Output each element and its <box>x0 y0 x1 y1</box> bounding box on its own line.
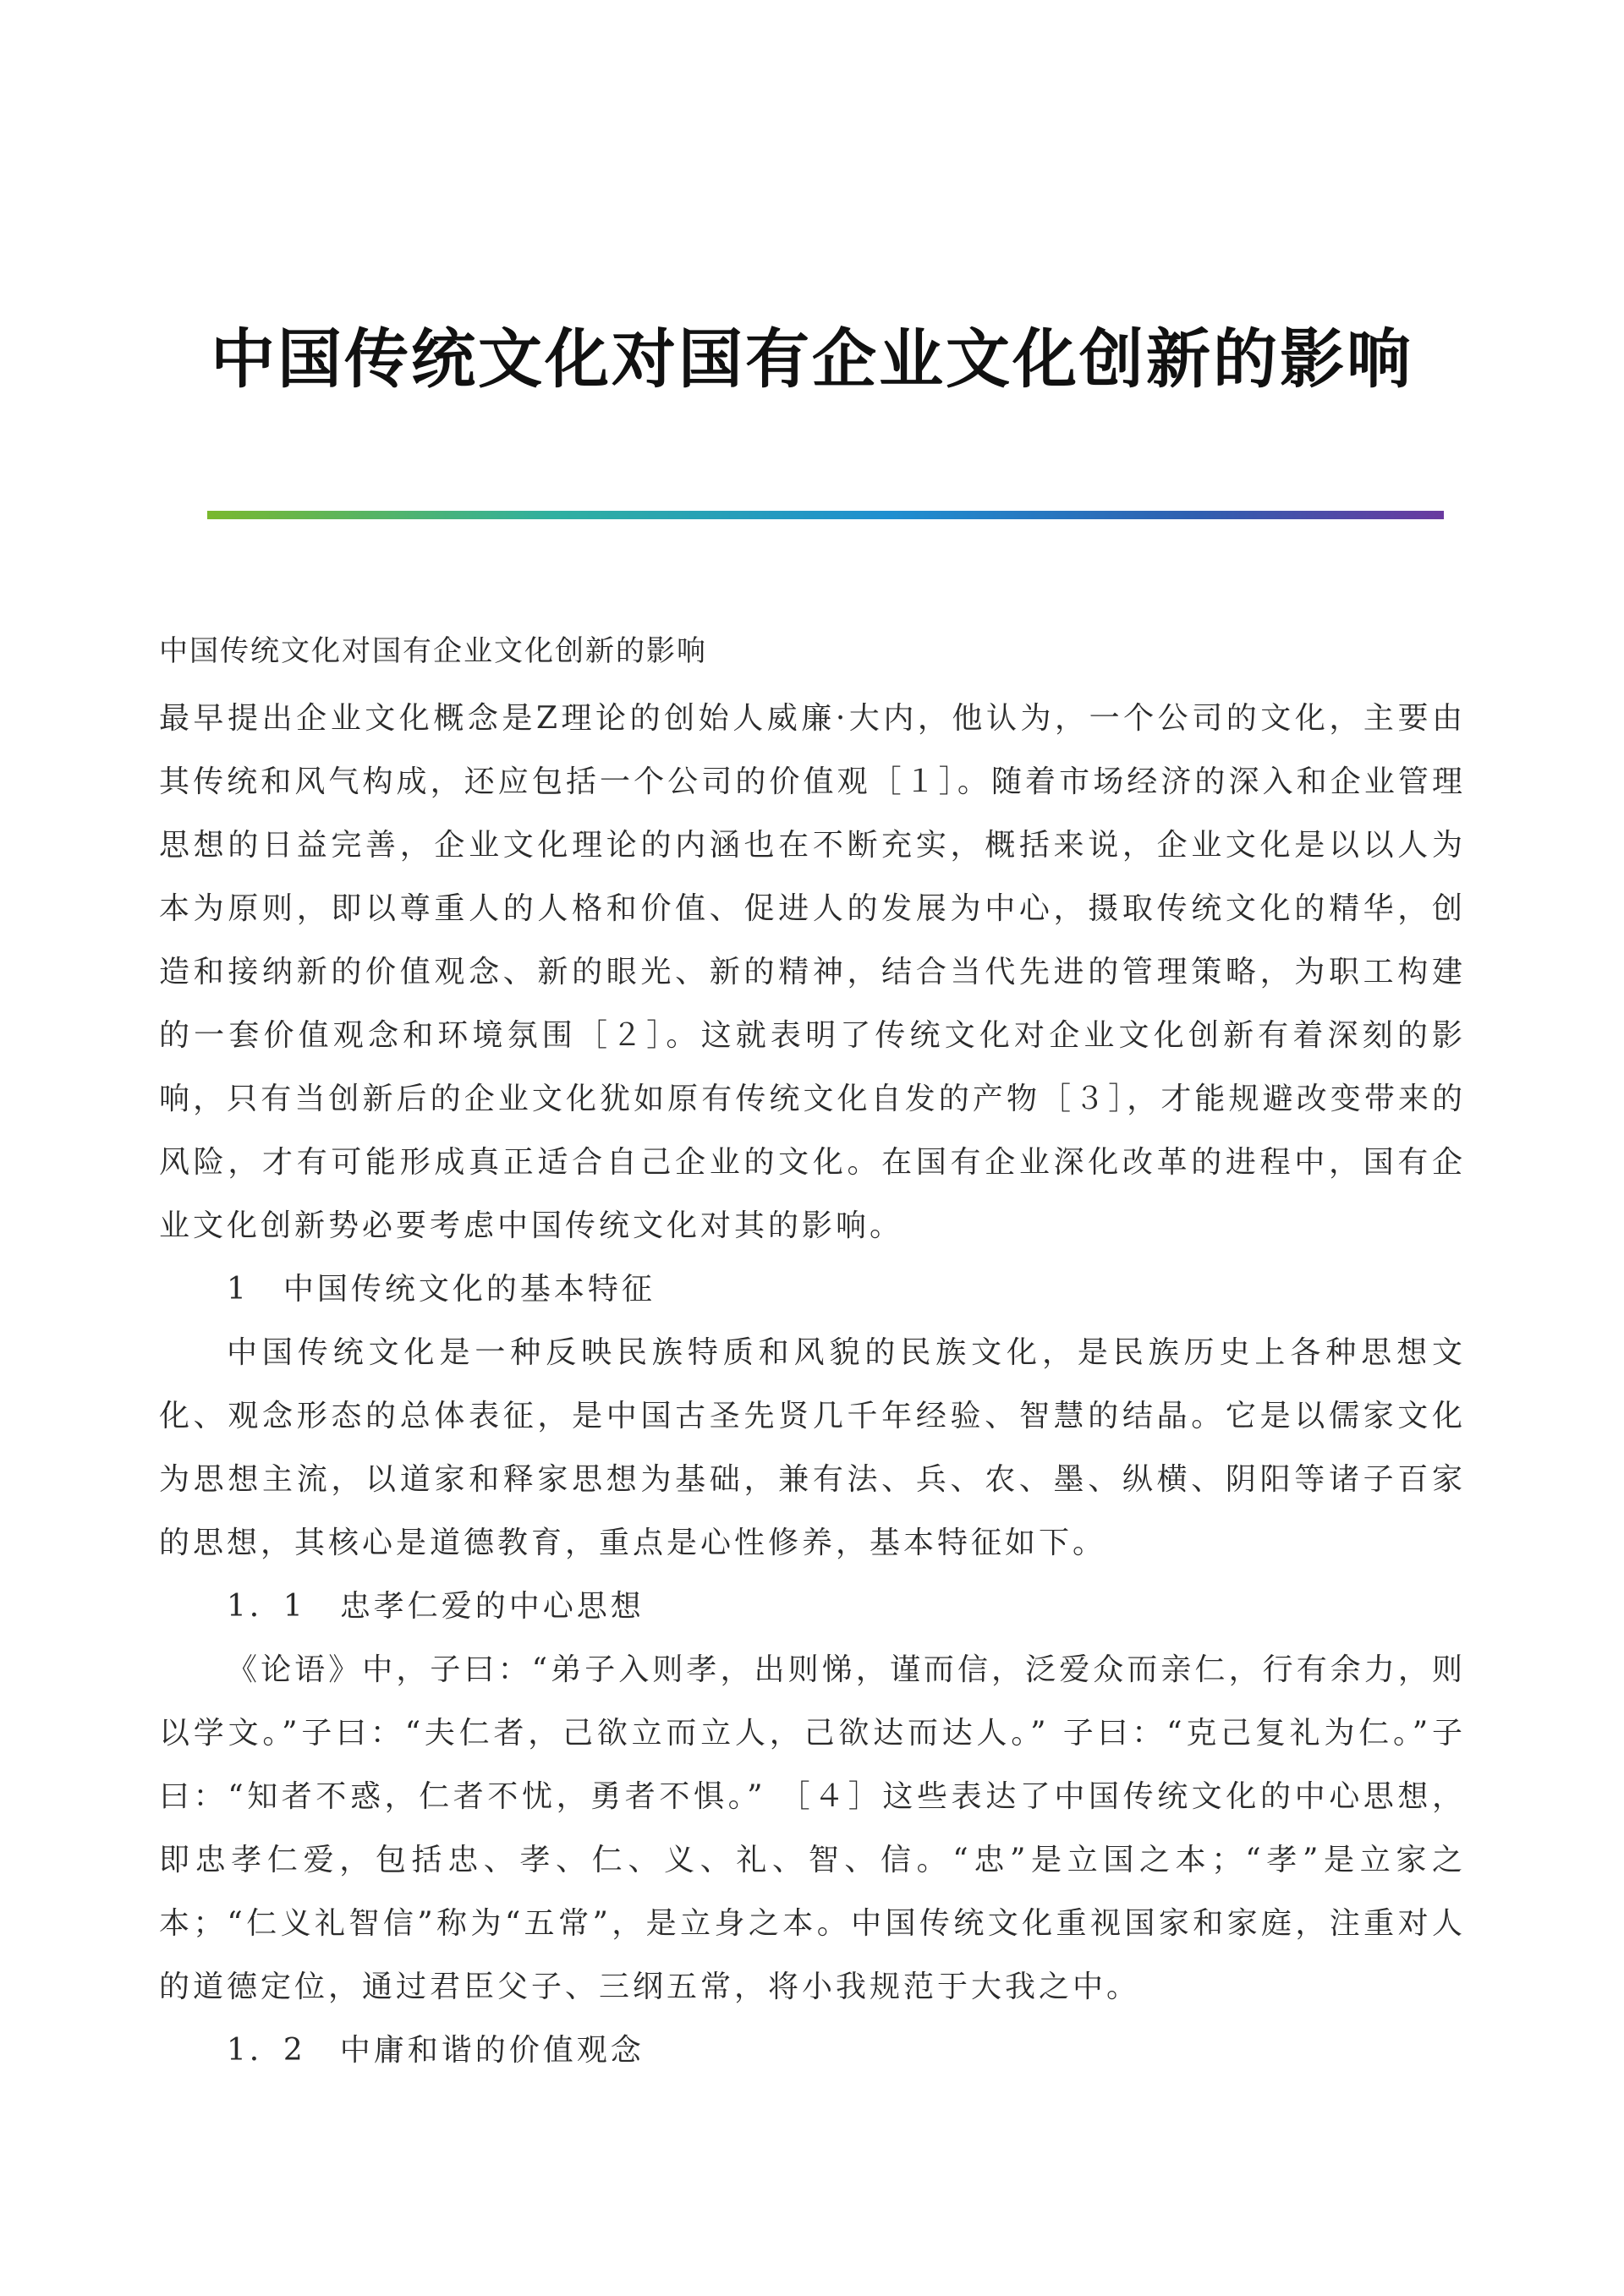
section-heading-1-1: 1．1 忠孝仁爱的中心思想 <box>227 1589 645 1624</box>
document-title: 中国传统文化对国有企业文化创新的影响 <box>211 321 1413 397</box>
document-body <box>159 617 1466 2082</box>
paragraph-intro: 最早提出企业文化概念是Z理论的创始人威廉·大内，他认为，一个公司的文化，主要由其传统和风气构成，还应包括一个公司的价值观［１］。随着市场经济的深入和企业管理思想的日益完善，企业文化理论的内涵也在不断充实，概括来说，企业文化是以以人为本为原则，即以尊重人的人格和价值、促进人的发展为中心，摄取传统文化的精华，创造和接纳新的价值观念、新的眼光、新的精神，结合当代先进的管理策略，为职工构建的一套价值观念和环境氛围［２］。这就表明了传统文化对企业文化创新有着深刻的影响，只有当创新后的企业文化犹如原有传统文化自发的产物［３］，才能规避改变带来的风险，才有可能形成真正适合自己企业的文化。在国有企业深化改革的进程中，国有企业文化创新势必要考虑中国传统文化对其的影响。 <box>159 701 1466 1243</box>
title-gradient-rule <box>207 511 1444 519</box>
paragraph-section-1: 中国传统文化是一种反映民族特质和风貌的民族文化，是民族历史上各种思想文化、观念形态的总体表征，是中国古圣先贤几千年经验、智慧的结晶。它是以儒家文化为思想主流，以道家和释家思想为基础，兼有法、兵、农、墨、纵横、阴阳等诸子百家的思想，其核心是道德教育，重点是心性修养，基本特征如下。 <box>159 1335 1466 1560</box>
paragraph-section-1-1: 《论语》中，子曰：“弟子入则孝，出则悌，谨而信，泛爱众而亲仁，行有余力，则以学文。”子曰：“夫仁者，己欲立而立人，己欲达而达人。” 子曰：“克己复礼为仁。”子曰：“知者不惑，仁者不忧，勇者不惧。” ［４］这些表达了中国传统文化的中心思想，即忠孝仁爱，包括忠、孝、仁、义、礼、智、信。“忠”是立国之本；“孝”是立家之本；“仁义礼智信”称为“五常”，是立身之本。中国传统文化重视国家和家庭，注重对人的道德定位，通过君臣父子、三纲五常，将小我规范于大我之中。 <box>159 1652 1466 2004</box>
section-heading-1: 1 中国传统文化的基本特征 <box>227 1272 656 1307</box>
section-heading-1-2: 1．2 中庸和谐的价值观念 <box>227 2033 645 2068</box>
document-subtitle: 中国传统文化对国有企业文化创新的影响 <box>159 634 707 668</box>
